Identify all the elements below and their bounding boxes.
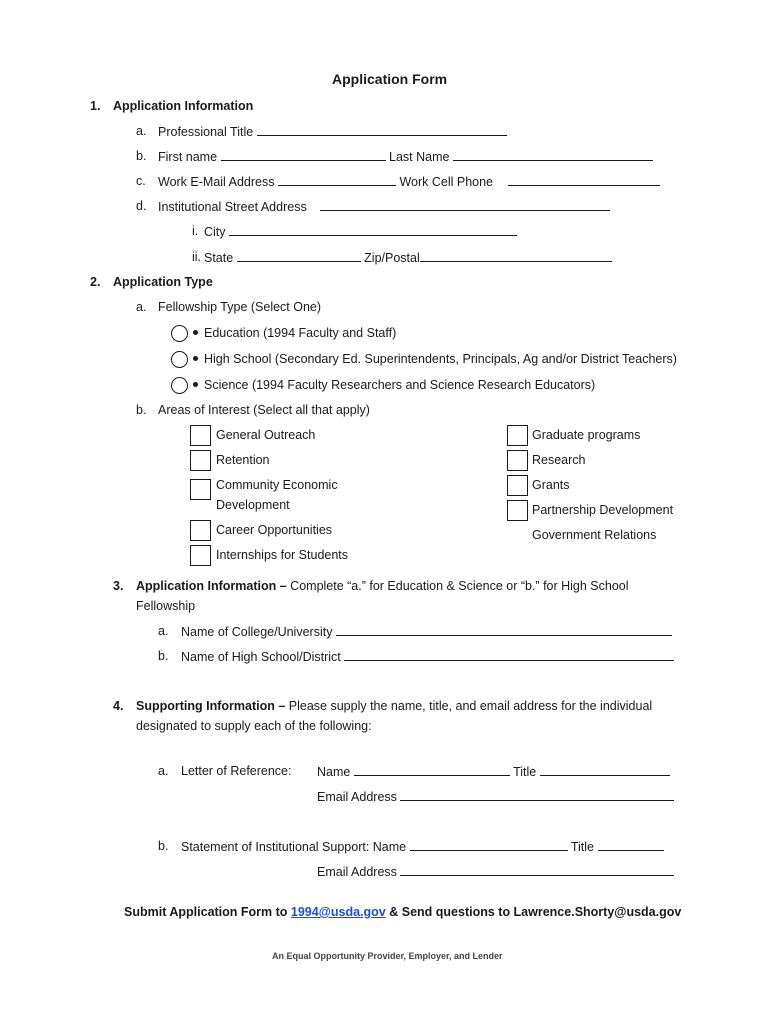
professional-title-row <box>158 123 507 140</box>
reference-title-label: Title <box>513 765 537 779</box>
footer-note: An Equal Opportunity Provider, Employer, and Lender <box>272 951 503 961</box>
section-3-text: Complete “a.” for Education & Science or “b.” for High School <box>286 579 629 593</box>
item-letter: b. <box>158 649 169 663</box>
street-address-field[interactable] <box>320 198 610 211</box>
work-cell-field[interactable] <box>508 173 660 186</box>
section-4-heading: Supporting Information – <box>136 699 286 713</box>
checkbox-community-economic-development[interactable] <box>190 479 211 500</box>
street-row <box>158 198 610 215</box>
bullet-icon <box>193 330 198 335</box>
professional-title-label: Professional Title <box>158 125 254 139</box>
work-email-field[interactable] <box>278 173 396 186</box>
section-4-intro <box>136 698 652 714</box>
fellowship-option-high-school <box>193 351 677 367</box>
section-1-number: 1. <box>90 99 101 113</box>
reference-email-label: Email Address <box>317 790 397 804</box>
item-letter: b. <box>158 839 169 853</box>
first-name-label: First name <box>158 150 218 164</box>
institutional-support-label: Statement of Institutional Support: Name <box>181 840 407 854</box>
interest-development: Development <box>216 498 290 512</box>
item-letter: d. <box>136 199 147 213</box>
checkbox-retention[interactable] <box>190 450 211 471</box>
radio-high-school[interactable] <box>171 351 188 368</box>
first-name-field[interactable] <box>221 148 386 161</box>
interest-government-relations: Government Relations <box>532 528 657 542</box>
item-letter: c. <box>136 174 146 188</box>
section-3-heading: Application Information – <box>136 579 287 593</box>
section-4-text: Please supply the name, title, and email address for the individual <box>285 699 653 713</box>
areas-of-interest-label: Areas of Interest (Select all that apply) <box>158 403 370 417</box>
high-school-label: Name of High School/District <box>181 650 341 664</box>
zip-field[interactable] <box>420 249 612 262</box>
item-letter: a. <box>136 300 147 314</box>
checkbox-internships[interactable] <box>190 545 211 566</box>
reference-name-field[interactable] <box>354 763 510 776</box>
checkbox-graduate-programs[interactable] <box>507 425 528 446</box>
radio-education[interactable] <box>171 325 188 342</box>
page-title: Application Form <box>332 71 448 87</box>
institutional-support-name-field[interactable] <box>410 838 568 851</box>
checkbox-career-opportunities[interactable] <box>190 520 211 541</box>
sub-item-letter: i. <box>192 224 199 238</box>
state-label: State <box>204 251 234 265</box>
institutional-support-row <box>181 838 664 855</box>
city-row <box>204 223 517 240</box>
section-2-number: 2. <box>90 275 101 289</box>
zip-label: Zip/Postal <box>364 251 420 265</box>
interest-community-economic: Community Economic <box>216 478 338 492</box>
city-field[interactable] <box>229 223 517 236</box>
item-letter: b. <box>136 149 147 163</box>
last-name-label: Last Name <box>389 150 450 164</box>
bullet-icon <box>193 356 198 361</box>
reference-name-title-row <box>317 763 670 780</box>
reference-email-field[interactable] <box>400 788 674 801</box>
checkbox-grants[interactable] <box>507 475 528 496</box>
fellowship-type-label: Fellowship Type (Select One) <box>158 300 322 314</box>
submit-suffix: & Send questions to Lawrence.Shorty@usda.gov <box>385 905 682 919</box>
interest-research: Research <box>532 453 586 467</box>
reference-title-field[interactable] <box>540 763 670 776</box>
submit-instructions <box>124 904 681 920</box>
state-zip-row <box>204 249 612 266</box>
section-4-number: 4. <box>113 699 124 713</box>
interest-partnership-development: Partnership Development <box>532 503 674 517</box>
professional-title-field[interactable] <box>257 123 507 136</box>
section-3-text-cont: Fellowship <box>136 599 196 613</box>
section-4-text-cont: designated to supply each of the following: <box>136 719 372 733</box>
institutional-support-title-label: Title <box>570 840 595 854</box>
interest-graduate-programs: Graduate programs <box>532 428 641 442</box>
bullet-icon <box>193 382 198 387</box>
submit-email-link[interactable]: 1994@usda.gov <box>290 905 386 919</box>
institutional-support-email-label: Email Address <box>317 865 397 879</box>
last-name-field[interactable] <box>453 148 653 161</box>
reference-email-row <box>317 788 674 805</box>
work-cell-label: Work Cell Phone <box>399 175 493 189</box>
section-2-heading: Application Type <box>113 275 213 289</box>
item-letter: a. <box>158 624 169 638</box>
submit-prefix: Submit Application Form to <box>124 905 291 919</box>
item-letter: a. <box>136 124 147 138</box>
college-row <box>181 623 672 640</box>
name-row <box>158 148 653 165</box>
interest-general-outreach: General Outreach <box>216 428 316 442</box>
work-email-label: Work E-Mail Address <box>158 175 275 189</box>
college-field[interactable] <box>336 623 672 636</box>
reference-name-label: Name <box>317 765 351 779</box>
option-label: Science (1994 Faculty Researchers and Science Research Educators) <box>204 378 596 392</box>
interest-retention: Retention <box>216 453 270 467</box>
letter-of-reference-label: Letter of Reference: <box>181 764 292 778</box>
institutional-support-email-field[interactable] <box>400 863 674 876</box>
checkbox-general-outreach[interactable] <box>190 425 211 446</box>
section-3-intro <box>136 578 629 594</box>
section-1-heading: Application Information <box>113 99 254 113</box>
checkbox-partnership-development[interactable] <box>507 500 528 521</box>
institutional-support-title-field[interactable] <box>598 838 664 851</box>
high-school-row <box>181 648 674 665</box>
high-school-field[interactable] <box>344 648 674 661</box>
sub-item-letter: ii. <box>192 250 202 264</box>
interest-career-opportunities: Career Opportunities <box>216 523 333 537</box>
fellowship-option-education <box>193 325 396 341</box>
street-address-label: Institutional Street Address <box>158 200 307 214</box>
radio-science[interactable] <box>171 377 188 394</box>
item-letter: a. <box>158 764 169 778</box>
option-label: High School (Secondary Ed. Superintendents, Principals, Ag and/or District Teachers) <box>204 352 677 366</box>
college-label: Name of College/University <box>181 625 333 639</box>
institutional-support-email-row <box>317 863 674 880</box>
contact-row <box>158 173 660 190</box>
fellowship-option-science <box>193 377 595 393</box>
interest-internships: Internships for Students <box>216 548 349 562</box>
city-label: City <box>204 225 226 239</box>
section-3-number: 3. <box>113 579 124 593</box>
item-letter: b. <box>136 403 147 417</box>
state-field[interactable] <box>237 249 361 262</box>
interest-grants: Grants <box>532 478 570 492</box>
checkbox-research[interactable] <box>507 450 528 471</box>
option-label: Education (1994 Faculty and Staff) <box>204 326 397 340</box>
